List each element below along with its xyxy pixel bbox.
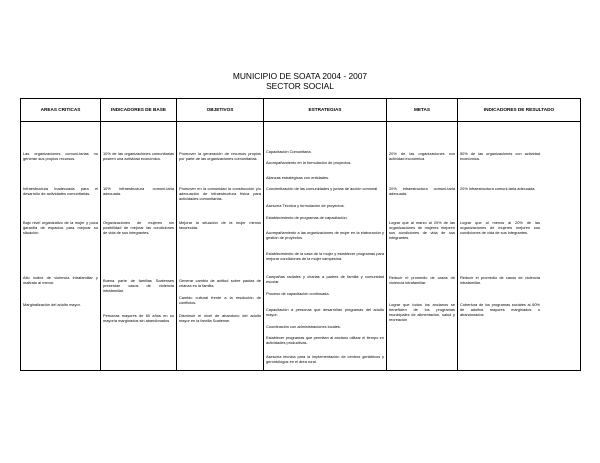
column-objetivos <box>177 122 264 371</box>
base-indicator-item: 10% infraestructura comuni-taria adecuada. <box>103 186 174 196</box>
strategy-item: Asesoría técnica para la implementación de centros geriátricos y gerontólogos en el área rural. <box>266 354 384 364</box>
strategy-item: Alianzas estratégicas con entidades. <box>266 175 330 180</box>
strategy-item: Acompañamiento en la formulación de proyectos. <box>266 160 352 165</box>
strategy-item: Concientización de las comunidades y juntas de acción comunal <box>266 186 378 191</box>
area-item: Bajo nivel organizativo de la mujer y poca garantía de espacios para mejorar su situación. <box>23 220 98 235</box>
strategy-item: Establecer programas que permitan al anciano utilizar el tiempo en actividades productivas. <box>266 335 384 345</box>
goal-item: 20% de las organizaciones con actividad económica <box>389 151 455 161</box>
result-indicator-item: 20% infraestructura comuni-taria adecuada. <box>460 186 536 191</box>
column-estrategias <box>264 122 387 371</box>
column-metas <box>387 122 458 371</box>
document-title: MUNICIPIO DE SOATA 2004 - 2007 <box>232 71 368 81</box>
objective-item: Generar cambio de actitud sobre pautas de crianza en la familia. <box>179 278 261 288</box>
document-subtitle: SECTOR SOCIAL <box>266 81 334 91</box>
strategy-item: Capacitación a personas que desarrollan programas del adulto mayor. <box>266 307 384 317</box>
header-row <box>21 99 581 122</box>
header-objetivos: OBJETIVOS <box>177 99 264 122</box>
objective-item: Cambio cultural frente a la resolución de conflictos. <box>179 295 261 305</box>
strategy-item: Coordinación con administraciones locales. <box>266 324 341 329</box>
area-item: Infraestructura inadecuada para el desarrollo de actividades comunitarias. <box>23 186 98 196</box>
goal-item: 20% infraestructura comuni-taria adecuada. <box>389 186 455 196</box>
strategy-item: Asesoría Técnica y formulación de proyectos. <box>266 203 345 208</box>
result-indicator-item: Reducir el promedio de casos de violencia intrafamiliar. <box>460 275 540 285</box>
header-metas: METAS <box>387 99 458 122</box>
column-indicadores-resultado <box>458 122 581 371</box>
objective-item: Mejorar la situación de la mujer menos favorecida. <box>179 220 261 230</box>
result-indicator-item: Lograr que al menos al 20% de las organizaciones de mujeres mejoren sus condiciones de vida de sus integrantes. <box>460 220 540 235</box>
objective-item: Promover en la comunidad la construcción y/o adecuación de infraestructura física para actividades comunitarias. <box>179 186 261 201</box>
header-indicadores-base: INDICADORES DE BASE <box>101 99 177 122</box>
goal-item: Lograr que al marzo al 20% de las organizaciones de mujeres mejoren sus condiciones de vida de sus integrantes. <box>389 220 455 240</box>
strategy-item: Establecimiento de programas de capacitación. <box>266 215 348 220</box>
strategy-item: Campañas radiales y charlas a padres de familia y comunidad escolar. <box>266 274 384 284</box>
content-row <box>21 122 581 371</box>
base-indicator-item: Buena parte de familias Soatenses presentan casos de violencia intrafamiliar. <box>103 278 174 293</box>
strategy-item: Establecimiento de la casa de la mujer y establecer programas para mejorar condiciones de la mujer campesina. <box>266 251 384 261</box>
strategy-item: Acompañamiento a las organizaciones de mujer en la elaboración y gestión de proyectos. <box>266 230 384 240</box>
base-indicator-item: 10% de las organizaciones comunitarias poseen una actividad económica. <box>103 151 174 161</box>
area-item: Las organizaciones comuni-tarias no generan sus propios recursos. <box>23 151 98 161</box>
objective-item: Promover la generación de recursos propios por parte de las organizaciones comunitarias. <box>179 151 261 161</box>
area-item: Marginalización del adulto mayor. <box>23 302 81 307</box>
strategy-item: Capacitación Comunitaria. <box>266 149 312 154</box>
column-indicadores-base <box>101 122 177 371</box>
area-item: Alto índice de violencia intrafamiliar y maltrato al menor. <box>23 275 98 285</box>
plan-table <box>20 98 581 371</box>
base-indicator-item: Personas mayores de 60 años en su mayoría marginados sin abandonados <box>103 313 174 323</box>
header-estrategias: ESTRATEGIAS <box>264 99 387 122</box>
column-areas-criticas <box>21 122 101 371</box>
goal-item: Reducir el promedio de casos de violencia intrafamiliar. <box>389 275 455 285</box>
result-indicator-item: Cobertura de los programas sociales al 60% de adultos mayores marginados o abandonados <box>460 302 540 317</box>
base-indicator-item: Organizaciones de mujeres sin posibilidad de mejorar las condiciones de vida de sus integrantes. <box>103 220 174 235</box>
objective-item: Disminuir el nivel de abandono del adulto mayor en la familia Soatense. <box>179 313 261 323</box>
strategy-item: Proceso de capacitación continuada. <box>266 291 330 296</box>
header-indicadores-resultado: INDICADORES DE RESULTADO <box>458 99 581 122</box>
goal-item: Lograr que todos los ancianos se beneficien de los programas municipales de alimentación, salud y recreación <box>389 302 455 322</box>
result-indicator-item: 50% de las organizaciones con actividad económica. <box>460 151 540 161</box>
header-areas-criticas: AREAS CRITICAS <box>21 99 101 122</box>
